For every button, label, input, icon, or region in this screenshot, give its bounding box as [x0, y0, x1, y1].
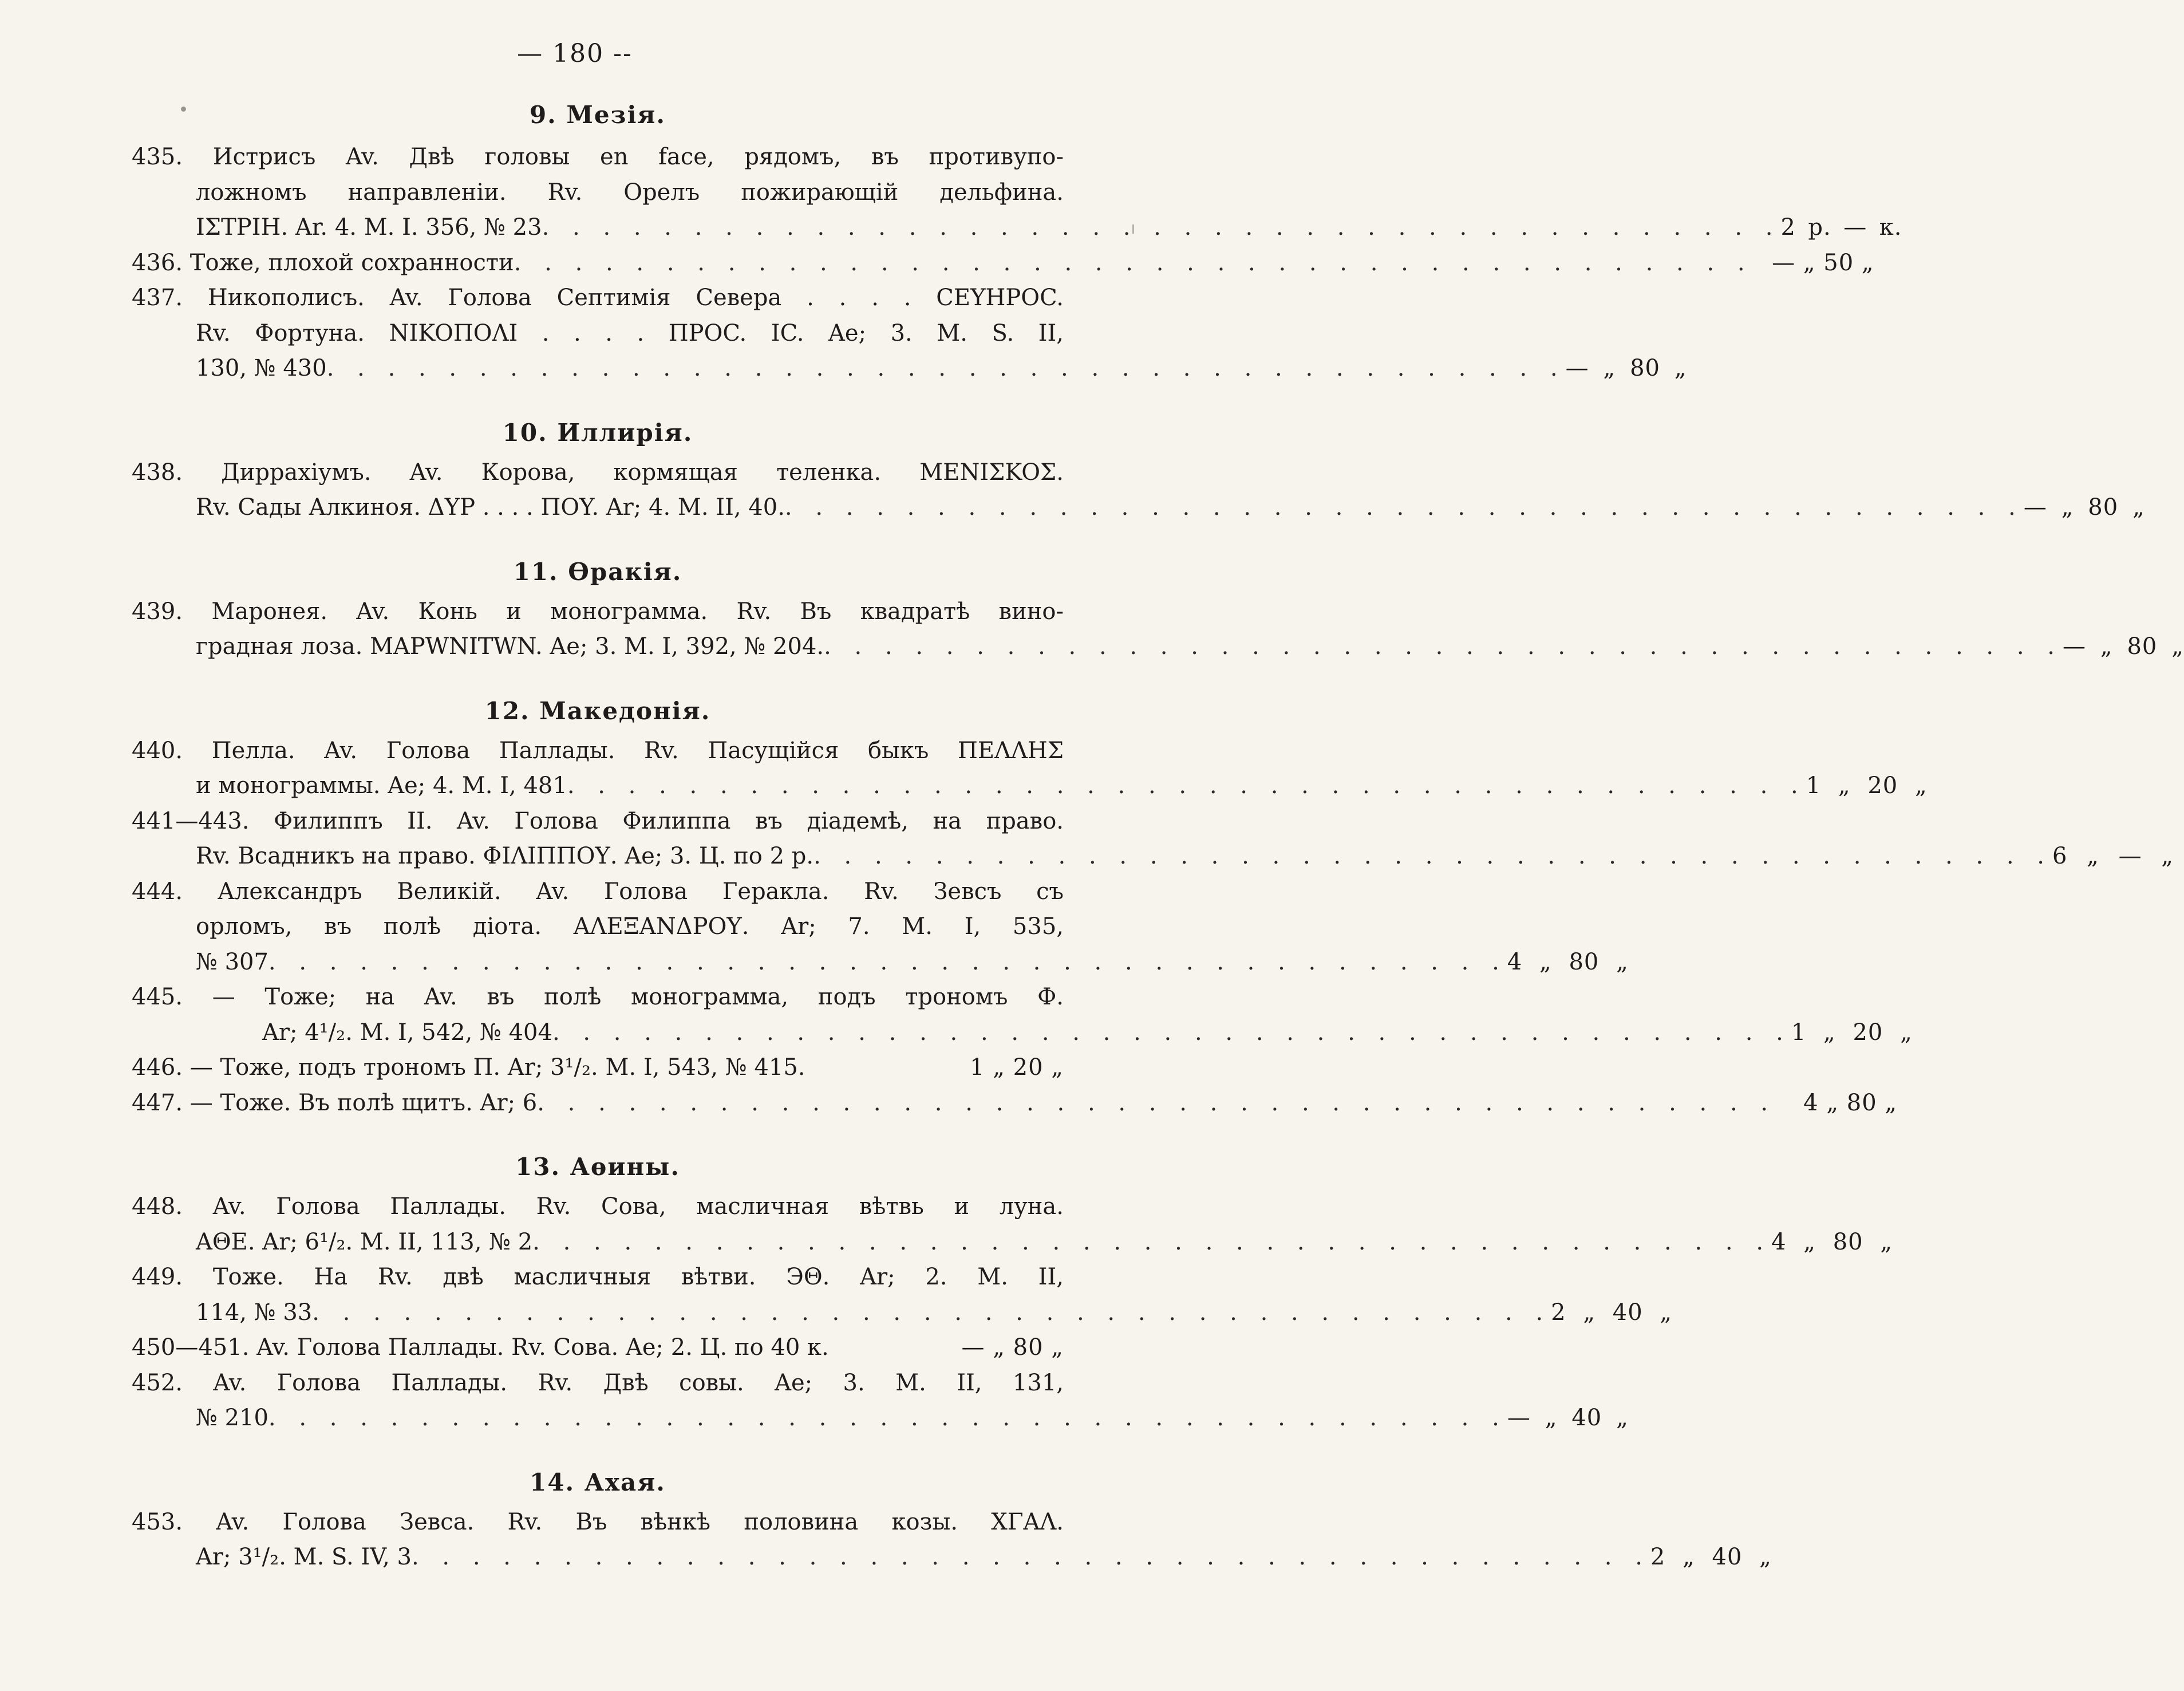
entry-price-line — [132, 629, 2184, 665]
entry-line: 441—443. Филиппъ II. Av. Голова Филиппа въ діадемѣ, на право. — [132, 807, 1064, 834]
catalog-entry — [132, 874, 1629, 980]
catalog-entry — [132, 140, 1902, 246]
entry-price-line — [132, 210, 1902, 246]
entry-price: — „ 50 „ — [1772, 249, 1874, 276]
catalog-entry — [132, 1260, 1673, 1330]
catalog-entry — [132, 1086, 1898, 1121]
dot-leader: . . . . . . . . . . . . . . . . . . . . . . . . . . . . . . . . . . . . . . . . . — [567, 772, 1806, 799]
section-heading: 12. Македонія. — [484, 696, 711, 725]
dot-leader: . . . . . . . . . . . . . . . . . . . . . . . . . . . . . . . . . . . . . . . . . — [412, 1544, 1650, 1570]
entry-text: градная лоза. MAPWNITWN. Ae; 3. M. I, 392, № 204. — [196, 633, 824, 660]
entry-price: — „ 80 „ — [961, 1334, 1064, 1361]
catalog-entry — [132, 804, 2174, 874]
dot-leader: . . . . . . . . . . . . . . . . . . . . . . . . . . . . . . . . . . . . . . . . . — [268, 1405, 1507, 1431]
section-heading: 13. Аѳины. — [515, 1153, 680, 1181]
entry-price-line — [132, 1295, 1673, 1331]
catalog-entry — [132, 1366, 1629, 1436]
entry-line: 444. Александръ Великій. Av. Голова Геракла. Rv. Зевсъ съ — [132, 878, 1064, 905]
entry-price: 4 „ 80 „ — [1507, 948, 1629, 975]
dot-leader: . . . . . . . . . . . . . . . . . . . . . . . . . . . . . . . . . . . . . . . . . — [537, 1089, 1776, 1116]
catalog-content — [132, 93, 2184, 1575]
entry-text: Rv. Всадникъ на право. ΦΙΛΙΠΠΟΥ. Ae; 3. Ц. по 2 р. — [196, 843, 814, 869]
entry-text: Ar; 4¹/₂. M. I, 542, № 404 — [262, 1019, 552, 1046]
catalog-entry — [132, 1505, 1772, 1575]
entry-price: 2 „ 40 „ — [1551, 1299, 1673, 1326]
entry-price: — „ 80 „ — [2062, 633, 2184, 660]
entry-line: 435. Истрисъ Av. Двѣ головы en face, рядомъ, въ противупо- — [132, 144, 1064, 170]
catalog-entry — [132, 1330, 1064, 1366]
catalog-entry — [132, 594, 2184, 665]
entry-line: 448. Av. Голова Паллады. Rv. Сова, масличная вѣтвь и луна. — [132, 1193, 1064, 1220]
dot-leader: . . . . . . . . . . . . . . . . . . . . . . . . . . . . . . . . . . . . . . . . . — [552, 1019, 1791, 1046]
dot-leader: . . . . . . . . . . . . . . . . . . . . . . . . . . . . . . . . . . . . . . . . . — [542, 214, 1781, 241]
entry-price: 1 „ 20 „ — [1791, 1019, 1913, 1046]
entry-price: 6 „ — „ — [2052, 843, 2174, 869]
section-heading: 14. Ахая. — [530, 1468, 666, 1496]
dot-leader: . . . . . . . . . . . . . . . . . . . . . . . . . . . . . . . . . . . . . . . . . — [784, 494, 2024, 521]
catalog-entry — [132, 1050, 1064, 1086]
catalog-entry — [132, 1189, 1893, 1260]
entry-text: 436. Тоже, плохой сохранности — [132, 249, 514, 276]
entry-text: 450—451. Av. Голова Паллады. Rv. Сова. Ae; 2. Ц. по 40 к. — [132, 1334, 829, 1361]
dot-leader: . . . . . . . . . . . . . . . . . . . . . . . . . . . . . . . . . . . . . . . . . — [813, 843, 2052, 869]
page-number: — 180 -- — [517, 39, 633, 68]
entry-price-line — [132, 351, 1687, 387]
dot-leader: . . . . . . . . . . . . . . . . . . . . . . . . . . . . . . . . . . . . . . . . . — [532, 1228, 1772, 1255]
catalog-entry — [132, 455, 2145, 526]
catalog-entry — [132, 246, 1874, 281]
entry-price: 1 „ 20 „ — [970, 1054, 1064, 1081]
entry-price-line — [132, 768, 1928, 804]
entry-text: № 307 — [196, 948, 268, 975]
section-heading: 10. Иллирія. — [502, 418, 693, 447]
entry-price: — „ 80 „ — [2023, 494, 2145, 521]
entry-text: Ar; 3¹/₂. M. S. IV, 3 — [196, 1544, 412, 1570]
entry-line: 437. Никополисъ. Av. Голова Септимія Севера . . . . CEYHPOC. — [132, 285, 1064, 311]
dot-leader: . . . . . . . . . . . . . . . . . . . . . . . . . . . . . . . . . . . . . . . . . — [268, 948, 1507, 975]
dot-leader: . . . . . . . . . . . . . . . . . . . . . . . . . . . . . . . . . . . . . . . . . — [312, 1299, 1551, 1326]
entry-line: 438. Диррахіумъ. Av. Корова, кормящая теленка. MENIΣKOΣ. — [132, 459, 1064, 486]
catalog-entry — [132, 980, 1913, 1050]
entry-price: — „ 80 „ — [1565, 355, 1687, 381]
section-heading: 11. Ѳракія. — [513, 557, 682, 586]
entry-text: 130, № 430 — [196, 355, 327, 381]
entry-price: 4 „ 80 „ — [1803, 1089, 1898, 1116]
entry-line: 453. Av. Голова Зевса. Rv. Въ вѣнкѣ половина козы. XΓAΛ. — [132, 1508, 1064, 1535]
entry-line: 452. Av. Голова Паллады. Rv. Двѣ совы. Ae; 3. M. II, 131, — [132, 1369, 1064, 1396]
entry-line: орломъ, въ полѣ діота. ΑΛΕΞΑΝΔΡΟΥ. Ar; 7. M. I, 535, — [196, 913, 1064, 940]
dot-leader: . . . . . . . . . . . . . . . . . . . . . . . . . . . . . . . . . . . . . . . . . — [326, 355, 1566, 381]
entry-price-line — [132, 1015, 1913, 1051]
entry-text: Rv. Сады Алкиноя. ΔYP . . . . ΠOY. Ar; 4. M. II, 40. — [196, 494, 785, 521]
entry-line: 449. Тоже. На Rv. двѣ масличныя вѣтви. ЭΘ. Ar; 2. M. II, — [132, 1264, 1064, 1290]
entry-text: и монограммы. Ae; 4. M. I, 481 — [196, 772, 567, 799]
section-heading: 9. Мезія. — [529, 101, 666, 129]
entry-text: 447. — Тоже. Въ полѣ щитъ. Ar; 6 — [132, 1089, 538, 1116]
entry-price-line — [132, 839, 2174, 874]
dot-leader: . . . . . . . . . . . . . . . . . . . . . . . . . . . . . . . . . . . . . . . . . — [514, 249, 1753, 276]
entry-price-line — [132, 1401, 1629, 1436]
entry-price-line — [132, 1540, 1772, 1575]
entry-text: ΙΣΤΡΙΗ. Ar. 4. M. I. 356, № 23 — [196, 214, 542, 241]
entry-price: 2 р. — к. — [1780, 214, 1902, 241]
entry-price: 1 „ 20 „ — [1806, 772, 1928, 799]
entry-price-line — [132, 490, 2145, 526]
catalog-entry — [132, 734, 1928, 804]
dot-leader: . . . . . . . . . . . . . . . . . . . . . . . . . . . . . . . . . . . . . . . . . — [824, 633, 2063, 660]
entry-line: 445. — Тоже; на Av. въ полѣ монограмма, подъ трономъ Ф. — [132, 984, 1064, 1010]
entry-text: 114, № 33 — [196, 1299, 313, 1326]
entry-price: 4 „ 80 „ — [1771, 1228, 1893, 1255]
entry-price: 2 „ 40 „ — [1650, 1544, 1772, 1570]
entry-text: ΑΘΕ. Ar; 6¹/₂. M. II, 113, № 2 — [196, 1228, 533, 1255]
entry-line: ложномъ направленіи. Rv. Орелъ пожирающій дельфина. — [196, 179, 1064, 206]
entry-text: 446. — Тоже, подъ трономъ П. Ar; 3¹/₂. M. I, 543, № 415. — [132, 1054, 805, 1081]
catalog-entry — [132, 281, 1687, 387]
entry-line: Rv. Фортуна. NIKOΠOΛI . . . . ΠΡΟC. IC. Ae; 3. M. S. II, — [196, 320, 1064, 346]
entry-line: 440. Пелла. Av. Голова Паллады. Rv. Пасущійся быкъ ΠΕΛΛΗΣ — [132, 737, 1064, 764]
entry-price-line — [132, 945, 1629, 980]
entry-line: 439. Маронея. Av. Конь и монограмма. Rv. Въ квадратѣ вино- — [132, 598, 1064, 625]
entry-price: — „ 40 „ — [1507, 1405, 1629, 1431]
entry-price-line — [132, 1225, 1893, 1260]
entry-text: № 210 — [196, 1405, 268, 1431]
